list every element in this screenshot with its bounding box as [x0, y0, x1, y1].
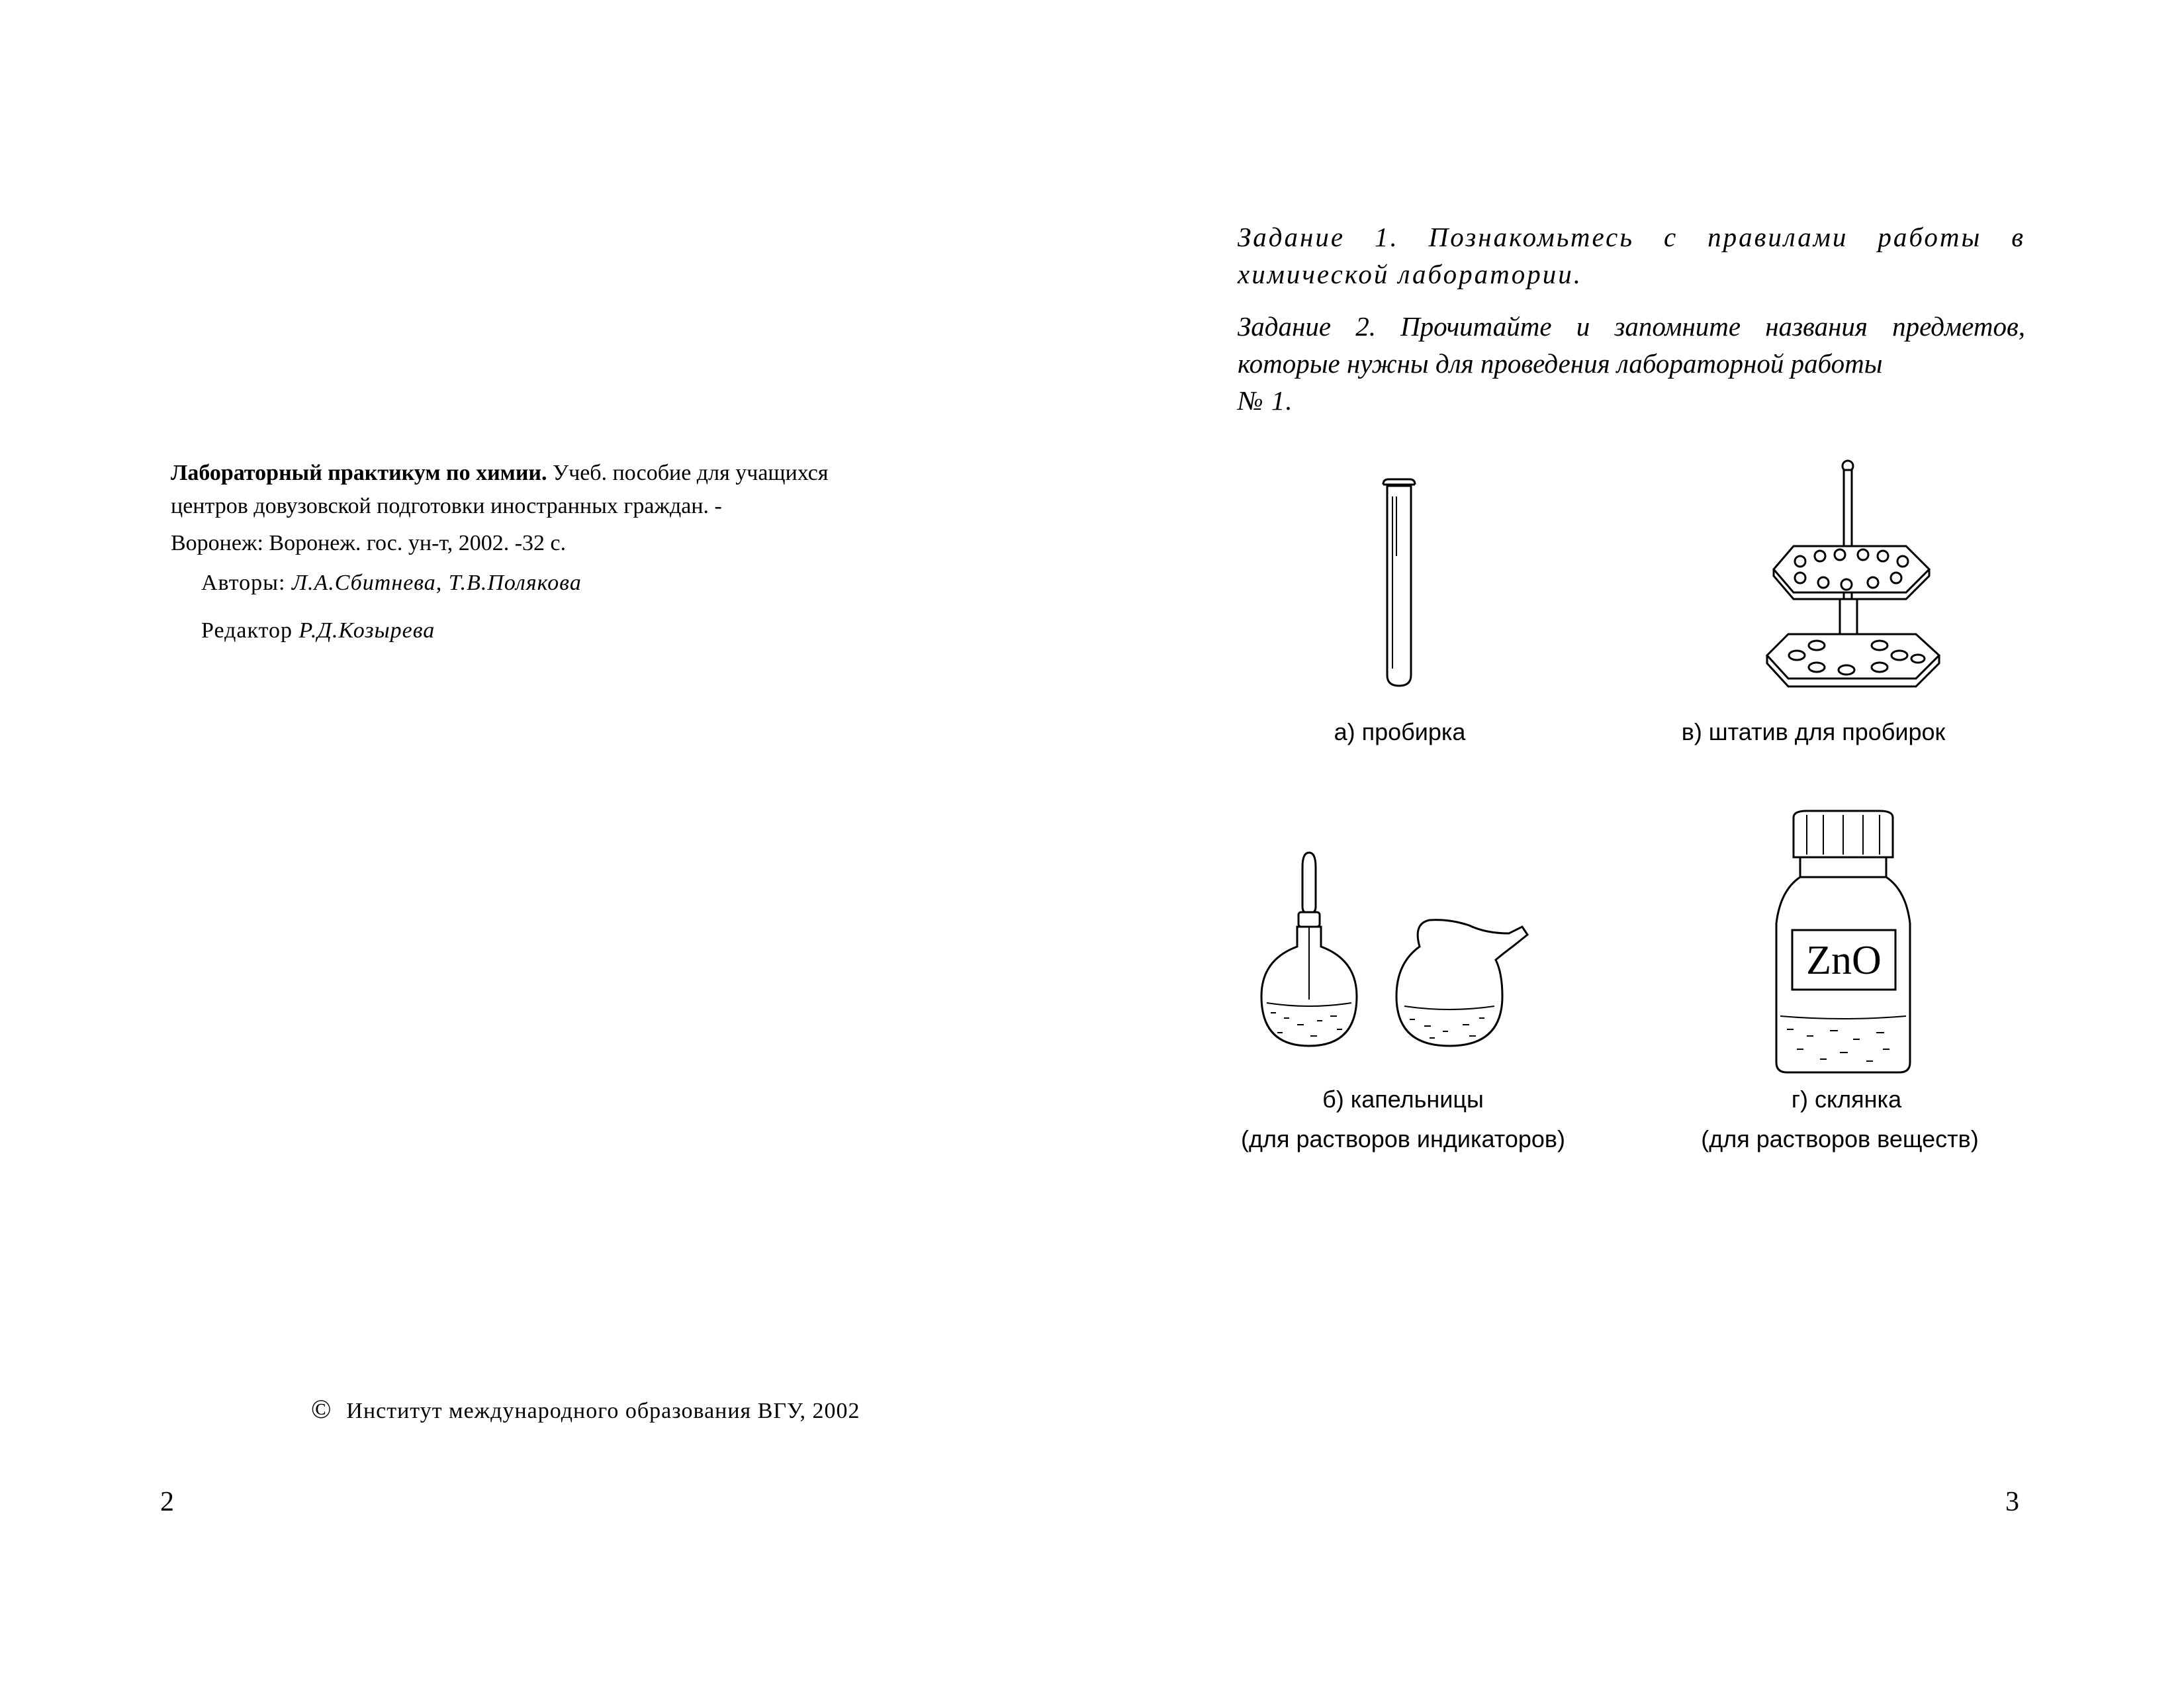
caption-rack: в) штатив для пробирок: [1681, 718, 1946, 745]
task-2: [1238, 308, 2025, 419]
biblio-line-2: центров довузовской подготовки иностранных граждан. -: [171, 494, 722, 518]
copyright-icon: ©: [311, 1394, 332, 1424]
copyright-notice: [311, 1393, 860, 1425]
biblio-line-3: Воронеж: Воронеж. гос. ун-т, 2002. -32 с.: [171, 531, 567, 555]
editor-label: Редактор: [201, 618, 299, 643]
task-1: Задание 1. Познакомьтесь с правилами работы в химической лаборатории.: [1238, 222, 2025, 289]
book-description: Учеб. пособие для учащихся: [547, 461, 829, 485]
editor-line: [171, 614, 965, 647]
test-tube-illustration: [1370, 477, 1430, 695]
book-title: Лабораторный практикум по химии.: [171, 461, 547, 485]
reagent-bottle-illustration: [1767, 811, 1926, 1076]
editor-name: Р.Д.Козырева: [298, 618, 435, 643]
caption-bottle-note: (для растворов веществ): [1701, 1125, 1979, 1152]
caption-test-tube: а) пробирка: [1334, 718, 1466, 745]
dropper-bottles-illustration: [1251, 847, 1621, 1066]
page-number-right: 3: [2005, 1487, 2019, 1517]
copyright-text: Институт международного образования ВГУ, 2002: [346, 1399, 860, 1423]
caption-bottle: г) склянка: [1791, 1086, 1902, 1113]
authors-names: Л.А.Сбитнева, Т.В.Полякова: [291, 571, 582, 595]
bottle-label-text: ZnO: [1806, 938, 1882, 983]
page-number-left: 2: [160, 1487, 174, 1517]
test-tube-rack-illustration: [1747, 457, 1959, 708]
authors-line: [171, 567, 965, 600]
task-2-text: Задание 2. Прочитайте и запомните названия предметов, которые нужны для проведения лабораторной работы: [1238, 311, 2025, 379]
caption-droppers: б) капельницы: [1322, 1086, 1484, 1113]
caption-droppers-note: (для растворов индикаторов): [1240, 1125, 1566, 1152]
biblio-line-1: [171, 457, 965, 490]
task-2-number: № 1.: [1238, 385, 1293, 416]
bibliographic-record: [171, 457, 965, 647]
authors-label: Авторы:: [201, 571, 292, 595]
